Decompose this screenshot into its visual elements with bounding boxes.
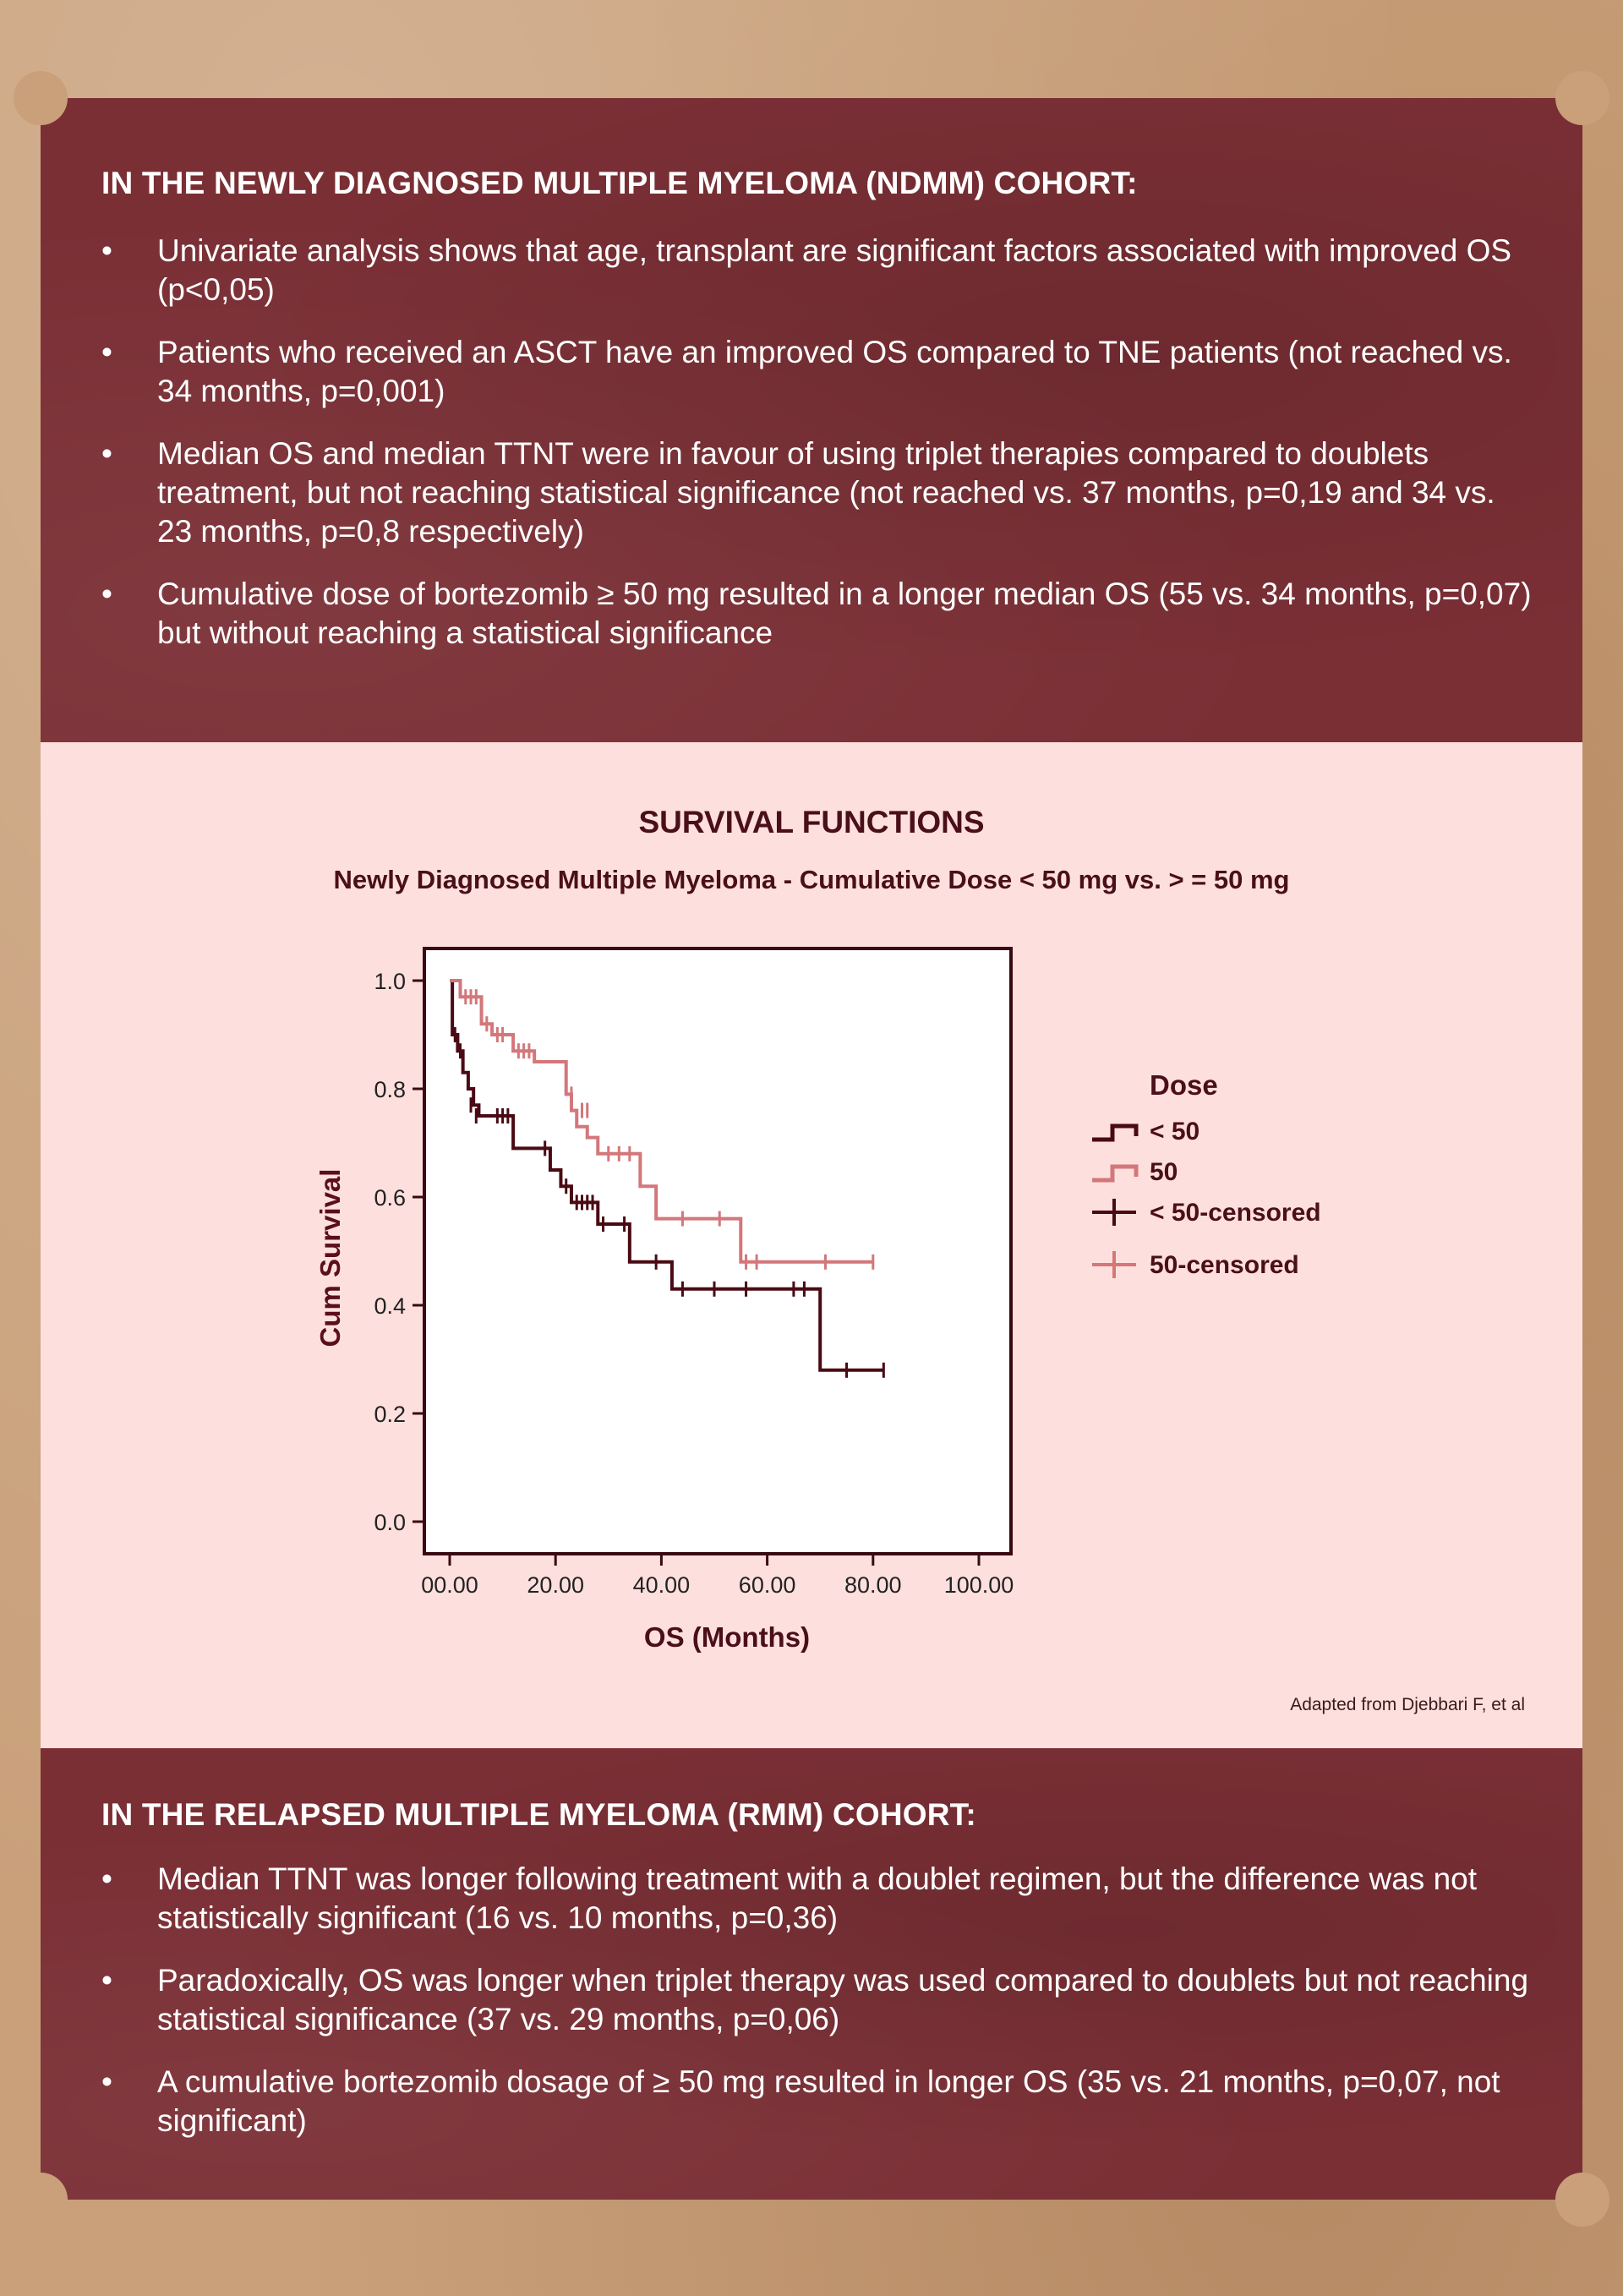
list-item (101, 333, 1535, 411)
rmm-heading: IN THE RELAPSED MULTIPLE MYELOMA (RMM) COHORT: (101, 1797, 976, 1832)
list-item-text: Patients who received an ASCT have an improved OS compared to TNE patients (not reached vs. 34 months, p=0,001) (157, 335, 1512, 408)
bullet-icon: • (101, 436, 112, 471)
x-tick-label: 00.00 (421, 1572, 478, 1598)
x-tick-label: 60.00 (738, 1572, 796, 1598)
bullet-icon: • (101, 1963, 112, 1998)
chart-title: SURVIVAL FUNCTIONS (638, 805, 985, 839)
bullet-icon: • (101, 2064, 112, 2099)
bullet-icon: • (101, 233, 112, 268)
legend-label: < 50 (1150, 1118, 1200, 1145)
list-item-text: Cumulative dose of bortezomib ≥ 50 mg resulted in a longer median OS (55 vs. 34 months, p=0,07) but without reaching a statistical significance (157, 577, 1532, 650)
y-tick-label: 0.6 (374, 1185, 406, 1211)
list-item (101, 435, 1535, 551)
corner-notch (1555, 71, 1609, 125)
legend-label: < 50-censored (1150, 1199, 1321, 1227)
legend-label: 50 (1150, 1158, 1178, 1186)
list-item (101, 232, 1535, 309)
list-item (101, 575, 1535, 653)
bullet-icon: • (101, 577, 112, 611)
list-item-text: Paradoxically, OS was longer when triplet therapy was used compared to doublets but not reaching statistical significance (37 vs. 29 months, p=0,06) (157, 1963, 1529, 2036)
corner-notch (14, 2173, 68, 2227)
y-tick-label: 1.0 (374, 969, 406, 994)
y-tick-label: 0.8 (374, 1077, 406, 1102)
list-item (101, 1961, 1535, 2039)
y-axis-label: Cum Survival (314, 1168, 346, 1348)
ndmm-list (101, 232, 1535, 676)
rmm-panel (41, 1748, 1582, 2200)
list-item-text: Univariate analysis shows that age, transplant are significant factors associated with improved OS (p<0,05) (157, 233, 1512, 307)
bullet-icon: • (101, 335, 112, 369)
ndmm-heading: IN THE NEWLY DIAGNOSED MULTIPLE MYELOMA (NDMM) COHORT: (101, 166, 1138, 200)
corner-notch (14, 71, 68, 125)
corner-notch (1555, 2173, 1609, 2227)
x-tick-label: 100.00 (943, 1572, 1014, 1598)
y-tick-label: 0.2 (374, 1402, 406, 1427)
list-item-text: Median TTNT was longer following treatment with a doublet regimen, but the difference was not statistically significant (16 vs. 10 months, p=0,36) (157, 1861, 1478, 1935)
list-item-text: Median OS and median TTNT were in favour of using triplet therapies compared to doublets treatment, but not reaching statistical significance (not reached vs. 37 months, p=0,19 and 34 vs. 23 months, p=0,8 respectively) (157, 436, 1495, 549)
list-item (101, 2063, 1535, 2140)
y-tick-label: 0.4 (374, 1293, 406, 1319)
y-tick-label: 0.0 (374, 1510, 406, 1535)
x-tick-label: 20.00 (527, 1572, 584, 1598)
legend-title: Dose (1150, 1069, 1218, 1101)
x-axis-label: OS (Months) (643, 1621, 811, 1653)
citation: Adapted from Djebbari F, et al (1290, 1695, 1525, 1714)
list-item (101, 1860, 1535, 1938)
bullet-icon: • (101, 1861, 112, 1896)
x-tick-label: 80.00 (844, 1572, 902, 1598)
legend-label: 50-censored (1150, 1251, 1299, 1279)
list-item-text: A cumulative bortezomib dosage of ≥ 50 mg resulted in longer OS (35 vs. 21 months, p=0,07, not significant) (157, 2064, 1500, 2138)
x-tick-label: 40.00 (632, 1572, 691, 1598)
chart-subtitle: Newly Diagnosed Multiple Myeloma - Cumulative Dose < 50 mg vs. > = 50 mg (333, 865, 1290, 894)
rmm-list (101, 1860, 1535, 2164)
ndmm-panel (41, 98, 1582, 742)
